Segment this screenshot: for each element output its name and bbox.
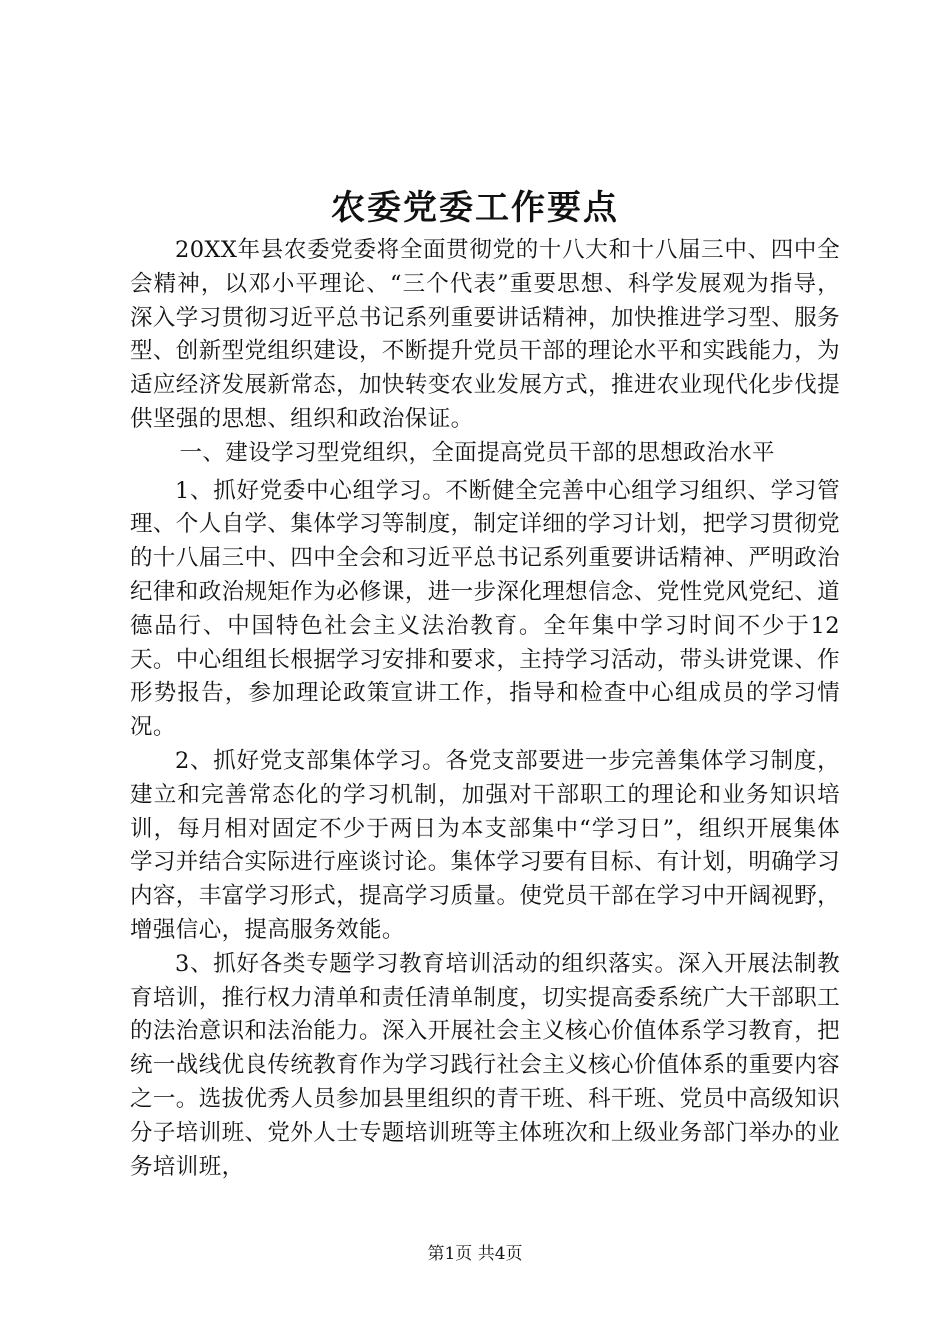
body-paragraph: 2、抓好党支部集体学习。各党支部要进一步完善集体学习制度，建立和完善常态化的学习机制，加强对干部职工的理论和业务知识培训，每月相对固定不少于两日为本支部集中“学习日”，组织开展集体学习并结合实际进行座谈讨论。集体学习要有目标、有计划，明确学习内容，丰富学习形式，提高学习质量。使党员干部在学习中开阔视野，增强信心，提高服务效能。 bbox=[130, 747, 840, 943]
page-footer: 第1页 共4页 bbox=[427, 1244, 523, 1264]
body-paragraph: 3、抓好各类专题学习教育培训活动的组织落实。深入开展法制教育培训，推行权力清单和责任清单制度，切实提高委系统广大干部职工的法治意识和法治能力。深入开展社会主义核心价值体系学习教育，把统一战线优良传统教育作为学习践行社会主义核心价值体系的重要内容之一。选拔优秀人员参加县里组织的青干班、科干班、党员中高级知识分子培训班、党外人士专题培训班等主体班次和上级业务部门举办的业务培训班， bbox=[130, 950, 840, 1180]
document-body bbox=[130, 234, 840, 1184]
body-paragraph: 1、抓好党委中心组学习。不断健全完善中心组学习组织、学习管理、个人自学、集体学习等制度，制定详细的学习计划，把学习贯彻党的十八届三中、四中全会和习近平总书记系列重要讲话精神、严明政治纪律和政治规矩作为必修课，进一步深化理想信念、党性党风党纪、道德品行、中国特色社会主义法治教育。全年集中学习时间不少于12天。中心组组长根据学习安排和要求，主持学习活动，带头讲党课、作形势报告，参加理论政策宣讲工作，指导和检查中心组成员的学习情况。 bbox=[130, 477, 840, 741]
intro-paragraph: 20XX年县农委党委将全面贯彻党的十八大和十八届三中、四中全会精神，以邓小平理论、“三个代表”重要思想、科学发展观为指导，深入学习贯彻习近平总书记系列重要讲话精神，加快推进学习型、服务型、创新型党组织建设，不断提升党员干部的理论水平和实践能力，为适应经济发展新常态，加快转变农业发展方式，推进农业现代化步伐提供坚强的思想、组织和政治保证。 bbox=[130, 237, 840, 432]
document-title: 农委党委工作要点 bbox=[331, 188, 619, 228]
section-heading: 一、建设学习型党组织，全面提高党员干部的思想政治水平 bbox=[179, 439, 775, 466]
